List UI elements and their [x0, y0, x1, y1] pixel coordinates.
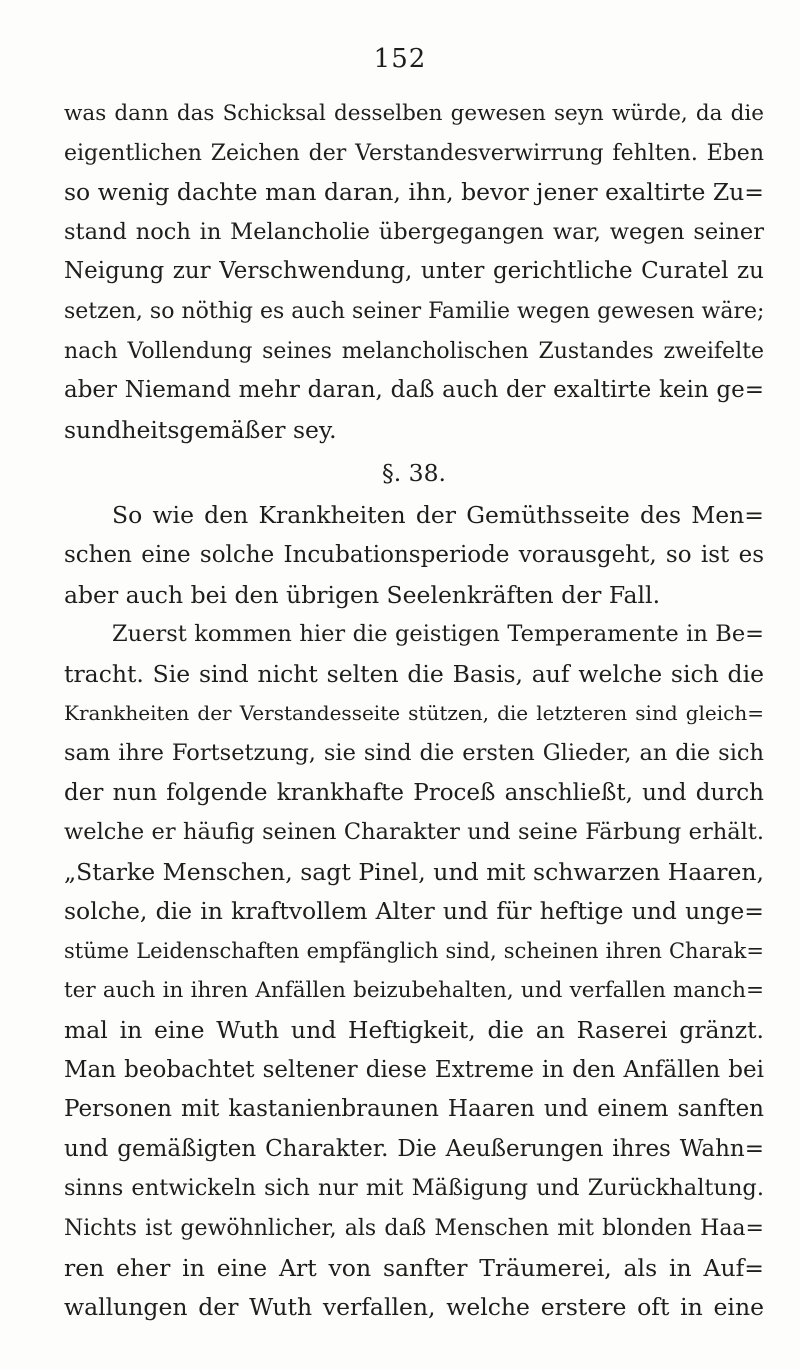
text-line: welche er häufig seinen Charakter und seine Färbung erhält. — [64, 819, 764, 846]
text-line: So wie den Krankheiten der Gemüthsseite des Men= — [112, 501, 764, 530]
text-line: was dann das Schicksal desselben gewesen seyn würde, da die — [64, 101, 764, 126]
text-line: Neigung zur Verschwendung, unter gerichtliche Curatel zu — [64, 258, 764, 285]
text-line: aber auch bei den übrigen Seelenkräften der Fall. — [64, 580, 661, 609]
text-line: sundheitsgemäßer sey. — [64, 415, 337, 444]
text-line: stand noch in Melancholie übergegangen war, wegen seiner — [64, 218, 764, 245]
text-line: stüme Leidenschaften empfänglich sind, scheinen ihren Charak= — [64, 938, 764, 963]
text-line: eigentlichen Zeichen der Verstandesverwirrung fehlten. Eben — [64, 140, 764, 166]
text-line: schen eine solche Incubationsperiode vorausgeht, so ist es — [64, 541, 764, 568]
text-line: Man beobachtet seltener diese Extreme in den Anfällen bei — [64, 1056, 764, 1083]
section-heading: §. 38. — [381, 459, 447, 488]
text-line: „Starke Menschen, sagt Pinel, und mit schwarzen Haaren, — [64, 857, 764, 886]
text-line: Nichts ist gewöhnlicher, als daß Menschen mit blonden Haa= — [64, 1216, 764, 1242]
text-line: aber Niemand mehr daran, daß auch der exaltirte kein ge= — [64, 377, 764, 404]
text-line: ren eher in eine Art von sanfter Träumerei, als in Auf= — [64, 1253, 764, 1282]
text-line: mal in eine Wuth und Heftigkeit, die an Raserei gränzt. — [64, 1016, 764, 1045]
body-text — [64, 94, 764, 1328]
text-line: sinns entwickeln sich nur mit Mäßigung und Zurückhaltung. — [64, 1175, 764, 1202]
text-line: setzen, so nöthig es auch seiner Familie wegen gewesen wäre; — [64, 298, 765, 324]
text-line: Personen mit kastanienbraunen Haaren und einem sanften — [64, 1096, 764, 1123]
text-line: Zuerst kommen hier die geistigen Temperamente in Be= — [112, 621, 764, 648]
text-line: nach Vollendung seines melancholischen Zustandes zweifelte — [64, 338, 764, 364]
page-number: 152 — [373, 44, 427, 74]
text-line: solche, die in kraftvollem Alter und für heftige und unge= — [64, 897, 764, 926]
text-line: tracht. Sie sind nicht selten die Basis, auf welche sich die — [64, 659, 764, 688]
text-line: so wenig dachte man daran, ihn, bevor jener exaltirte Zu= — [64, 178, 764, 207]
text-line: und gemäßigten Charakter. Die Aeußerungen ihres Wahn= — [64, 1135, 764, 1162]
text-line: Krankheiten der Verstandesseite stützen, die letzteren sind gleich= — [64, 701, 764, 726]
text-line: wallungen der Wuth verfallen, welche erstere oft in eine — [64, 1293, 764, 1322]
text-line: sam ihre Fortsetzung, sie sind die ersten Glieder, an die sich — [64, 739, 764, 766]
text-line: der nun folgende krankhafte Proceß anschließt, und durch — [64, 779, 764, 806]
text-line: ter auch in ihren Anfällen beizubehalten, und verfallen manch= — [64, 978, 764, 1004]
